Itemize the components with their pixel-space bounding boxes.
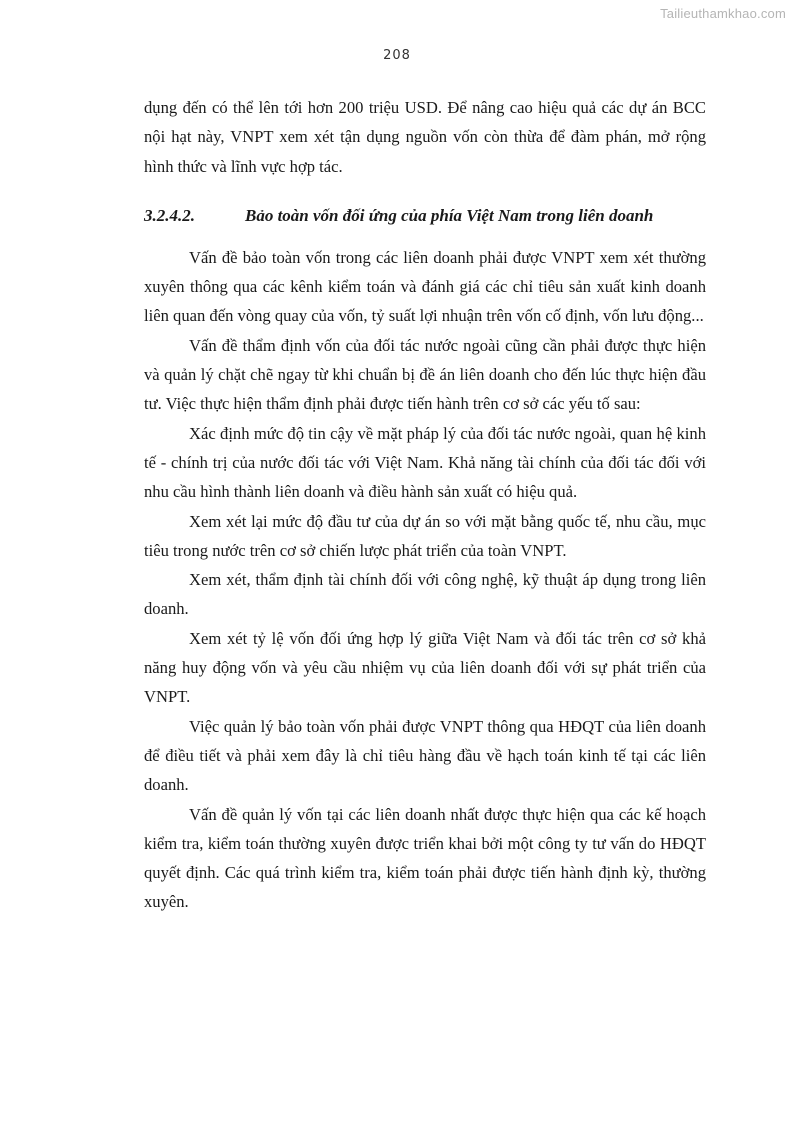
- page-number: 208: [383, 48, 411, 63]
- paragraph-2: Vấn đề thẩm định vốn của đối tác nước ngoài cũng cần phải được thực hiện và quản lý chặt chẽ ngay từ khi chuẩn bị đề án liên doanh cho đến lúc thực hiện đầu tư. Việc thực hiện thẩm định phải được tiến hành trên cơ sở các yếu tố sau:: [144, 335, 706, 414]
- paragraph-3: Xác định mức độ tin cậy về mặt pháp lý của đối tác nước ngoài, quan hệ kinh tế - chính trị của nước đối tác với Việt Nam. Khả năng tài chính của đối tác đối với nhu cầu hình thành liên doanh và điều hành sản xuất có hiệu quả.: [144, 423, 706, 502]
- paragraph-continuation: dụng đến có thể lên tới hơn 200 triệu USD. Để nâng cao hiệu quả các dự án BCC nội hạt này, VNPT xem xét tận dụng nguồn vốn còn thừa để đàm phán, mở rộng hình thức và lĩnh vực hợp tác.: [144, 98, 706, 176]
- paragraph-5: Xem xét, thẩm định tài chính đối với công nghệ, kỹ thuật áp dụng trong liên doanh.: [144, 570, 706, 619]
- paragraph-1: Vấn đề bảo toàn vốn trong các liên doanh phải được VNPT xem xét thường xuyên thông qua các kênh kiểm toán và đánh giá các chỉ tiêu sản xuất kinh doanh liên quan đến vòng quay của vốn, tỷ suất lợi nhuận trên vốn cố định, vốn lưu động...: [144, 247, 706, 326]
- page-body: [144, 93, 706, 917]
- section-heading: [144, 203, 706, 229]
- paragraph-6: Xem xét tỷ lệ vốn đối ứng hợp lý giữa Việt Nam và đối tác trên cơ sở khả năng huy động vốn và yêu cầu nhiệm vụ của liên doanh đối với sự phát triển của VNPT.: [144, 628, 706, 707]
- section-title: Bảo toàn vốn đối ứng của phía Việt Nam trong liên doanh: [245, 205, 654, 225]
- paragraph-4: Xem xét lại mức độ đầu tư của dự án so với mặt bằng quốc tế, nhu cầu, mục tiêu trong nước trên cơ sở chiến lược phát triển của toàn VNPT.: [144, 511, 706, 560]
- paragraph-7: Việc quản lý bảo toàn vốn phải được VNPT thông qua HĐQT của liên doanh để điều tiết và phải xem đây là chỉ tiêu hàng đầu về hạch toán kinh tế tại các liên doanh.: [144, 716, 706, 795]
- paragraph-8: Vấn đề quản lý vốn tại các liên doanh nhất được thực hiện qua các kế hoạch kiểm tra, kiểm toán thường xuyên được triển khai bởi một công ty tư vấn do HĐQT quyết định. Các quá trình kiểm tra, kiểm toán phải được tiến hành định kỳ, thường xuyên.: [144, 804, 706, 912]
- watermark: Tailieuthamkhao.com: [660, 6, 786, 21]
- section-number: 3.2.4.2.: [144, 205, 195, 225]
